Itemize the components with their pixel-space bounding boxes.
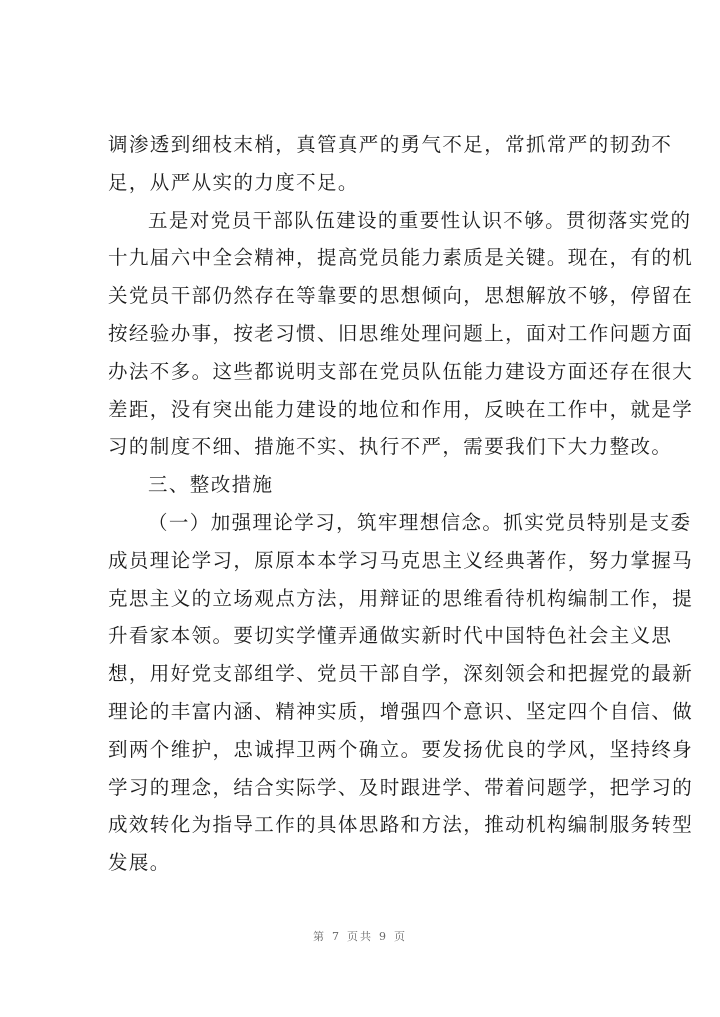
footer-suffix: 页	[394, 930, 407, 943]
text-line: 关党员干部仍然存在等靠要的思想倾向，思想解放不够，停留在	[108, 284, 694, 308]
text-line: 按经验办事，按老习惯、旧思维处理问题上，面对工作问题方面	[108, 321, 694, 345]
text-line: 想，用好党支部组学、党员干部自学，深刻领会和把握党的最新	[108, 662, 694, 686]
text-line: 发展。	[108, 851, 171, 875]
body-text	[108, 126, 694, 882]
text-line: 克思主义的立场观点方法，用辩证的思维看待机构编制工作，提	[108, 586, 694, 610]
text-line: 办法不多。这些都说明支部在党员队伍能力建设方面还存在很大	[108, 359, 694, 383]
footer-middle: 页共	[347, 930, 373, 943]
text-line: 习的制度不细、措施不实、执行不严，需要我们下大力整改。	[108, 435, 673, 459]
section-heading: 三、整改措施	[148, 473, 274, 497]
page-footer	[0, 928, 720, 944]
text-line: 调渗透到细枝末梢，真管真严的勇气不足，常抓常严的韧劲不	[108, 133, 673, 156]
paragraph-start-line: （一）加强理论学习，筑牢理想信念。抓实党员特别是支委	[148, 510, 692, 534]
footer-prefix: 第	[313, 930, 326, 943]
text-line: 到两个维护，忠诚捍卫两个确立。要发扬优良的学风，坚持终身	[108, 737, 694, 761]
text-line: 十九届六中全会精神，提高党员能力素质是关键。现在，有的机	[108, 246, 694, 270]
text-line: 学习的理念，结合实际学、及时跟进学、带着问题学，把学习的	[108, 775, 694, 799]
text-line: 成员理论学习，原原本本学习马克思主义经典著作，努力掌握马	[108, 548, 694, 572]
paragraph-start-line: 五是对党员干部队伍建设的重要性认识不够。贯彻落实党的	[148, 208, 692, 232]
text-line: 升看家本领。要切实学懂弄通做实新时代中国特色社会主义思	[108, 624, 673, 648]
text-line: 理论的丰富内涵、精神实质，增强四个意识、坚定四个自信、做	[108, 699, 694, 723]
total-pages-number: 9	[379, 930, 388, 943]
current-page-number: 7	[332, 930, 341, 943]
text-line: 成效转化为指导工作的具体思路和方法，推动机构编制服务转型	[108, 813, 694, 837]
text-line: 差距，没有突出能力建设的地位和作用，反映在工作中，就是学	[108, 397, 694, 421]
text-line: 足，从严从实的力度不足。	[108, 170, 359, 194]
